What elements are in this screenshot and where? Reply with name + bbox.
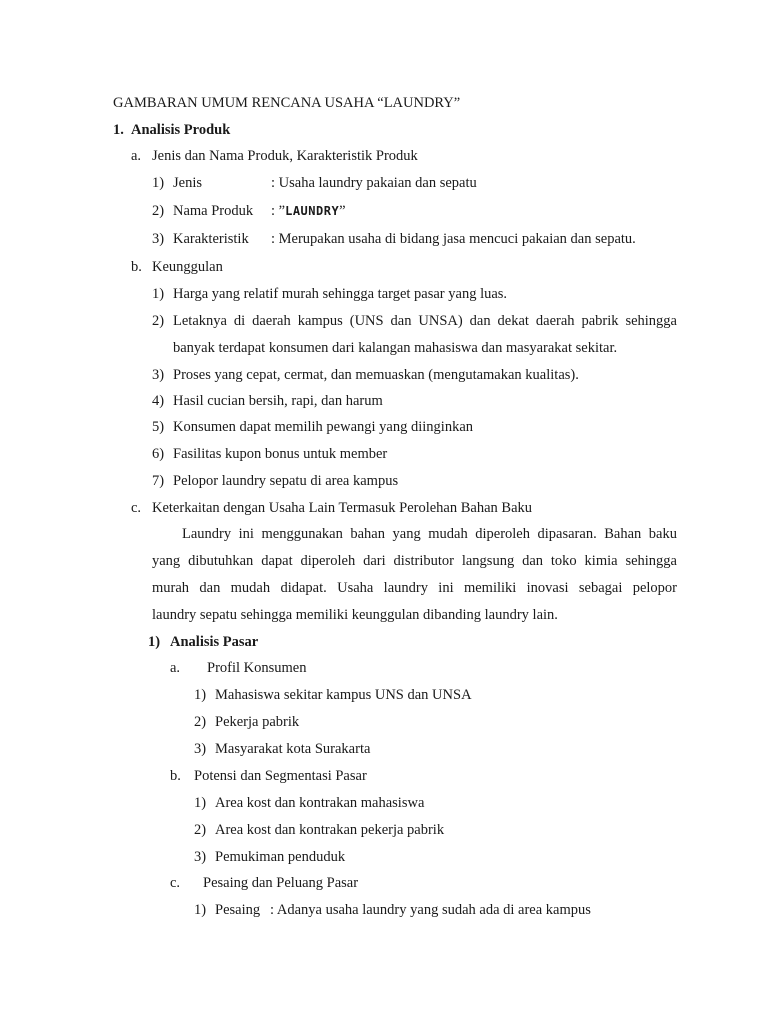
- subsection-heading: Keterkaitan dengan Usaha Lain Termasuk Perolehan Bahan Baku: [152, 500, 533, 516]
- subsection-heading: Jenis dan Nama Produk, Karakteristik Produk: [152, 148, 418, 164]
- list-number: 1): [194, 902, 207, 918]
- list-item: Pemukiman penduduk: [215, 849, 346, 865]
- list-item: Konsumen dapat memilih pewangi yang diinginkan: [173, 419, 474, 435]
- list-number: 2): [194, 822, 207, 838]
- list-item: Hasil cucian bersih, rapi, dan harum: [173, 393, 383, 409]
- value-suffix: ”: [339, 203, 346, 219]
- brand-name: LAUNDRY: [285, 204, 340, 218]
- list-number: 3): [152, 367, 165, 383]
- paragraph-line: laundry sepatu sehingga memiliki keunggulan dibanding laundry lain.: [152, 607, 558, 623]
- subsection-marker: c.: [170, 875, 181, 891]
- paragraph-line: murah dan mudah didapat. Usaha laundry ini memiliki inovasi sebagai pelopor: [152, 580, 677, 596]
- list-item: Pekerja pabrik: [215, 714, 300, 730]
- list-number: 3): [194, 741, 207, 757]
- list-number: 2): [194, 714, 207, 730]
- subsection-marker: a.: [131, 148, 142, 164]
- list-item: Area kost dan kontrakan mahasiswa: [215, 795, 425, 811]
- list-number: 4): [152, 393, 165, 409]
- list-number: 2): [152, 313, 165, 329]
- section-heading: Analisis Produk: [131, 122, 231, 138]
- field-label: Pesaing: [215, 902, 261, 918]
- list-number: 1): [152, 286, 165, 302]
- value-prefix: : ”: [271, 203, 286, 219]
- subsection-heading: Profil Konsumen: [207, 660, 307, 676]
- paragraph-line: Laundry ini menggunakan bahan yang mudah diperoleh dipasaran. Bahan baku: [182, 526, 677, 542]
- list-item: Fasilitas kupon bonus untuk member: [173, 446, 388, 462]
- section-number: 1.: [113, 122, 124, 138]
- field-value: : Merupakan usaha di bidang jasa mencuci pakaian dan sepatu.: [271, 231, 636, 247]
- subsection-heading: Keunggulan: [152, 259, 223, 275]
- subsection-heading: Potensi dan Segmentasi Pasar: [194, 768, 367, 784]
- list-number: 3): [152, 231, 165, 247]
- list-number: 5): [152, 419, 165, 435]
- section-number: 1): [148, 634, 161, 650]
- document-title: GAMBARAN UMUM RENCANA USAHA “LAUNDRY”: [113, 95, 461, 111]
- subsection-marker: a.: [170, 660, 181, 676]
- list-number: 6): [152, 446, 165, 462]
- list-item: Area kost dan kontrakan pekerja pabrik: [215, 822, 445, 838]
- list-item: Pelopor laundry sepatu di area kampus: [173, 473, 399, 489]
- field-value: : Usaha laundry pakaian dan sepatu: [271, 175, 477, 191]
- subsection-marker: b.: [170, 768, 181, 784]
- list-item: Mahasiswa sekitar kampus UNS dan UNSA: [215, 687, 472, 703]
- list-number: 7): [152, 473, 165, 489]
- list-number: 2): [152, 203, 165, 219]
- subsection-heading: Pesaing dan Peluang Pasar: [203, 875, 359, 891]
- list-item-continuation: banyak terdapat konsumen dari kalangan mahasiswa dan masyarakat sekitar.: [173, 340, 618, 356]
- list-number: 1): [152, 175, 165, 191]
- subsection-marker: c.: [131, 500, 142, 516]
- subsection-marker: b.: [131, 259, 142, 275]
- section-heading: Analisis Pasar: [170, 634, 259, 650]
- paragraph-line: yang dibutuhkan dapat diperoleh dari distributor langsung dan toko kimia sehingga: [152, 553, 677, 569]
- field-label: Jenis: [173, 175, 202, 191]
- field-value: : Adanya usaha laundry yang sudah ada di area kampus: [270, 902, 591, 918]
- field-label: Nama Produk: [173, 203, 254, 219]
- list-number: 3): [194, 849, 207, 865]
- list-number: 1): [194, 795, 207, 811]
- field-label: Karakteristik: [173, 231, 249, 247]
- list-item: Proses yang cepat, cermat, dan memuaskan (mengutamakan kualitas).: [173, 367, 579, 383]
- list-item: Masyarakat kota Surakarta: [215, 741, 371, 757]
- list-item: Harga yang relatif murah sehingga target pasar yang luas.: [173, 286, 508, 302]
- list-number: 1): [194, 687, 207, 703]
- list-item: Letaknya di daerah kampus (UNS dan UNSA) dan dekat daerah pabrik sehingga: [173, 313, 677, 329]
- field-value: [271, 202, 346, 220]
